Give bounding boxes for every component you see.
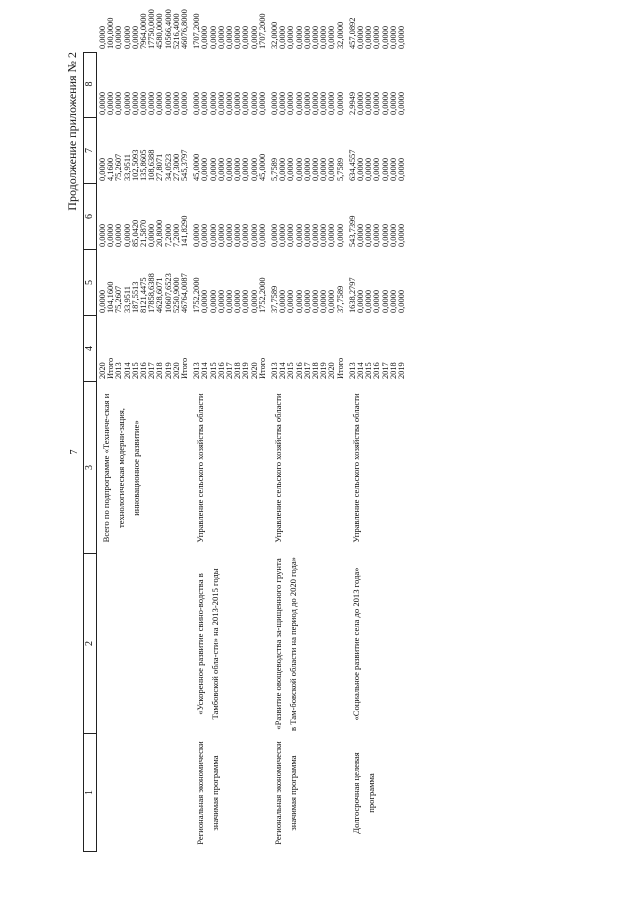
caption: Продолжение приложения № 2: [65, 52, 79, 211]
table-cell: 0,0000: [294, 25, 304, 49]
table-cell: 21,5870: [139, 219, 148, 247]
table-cell: 0,0000: [233, 91, 243, 115]
table-cell: 0,0000: [294, 289, 304, 313]
table-cell: 2019: [163, 362, 173, 379]
table-cell: 0,0000: [98, 91, 107, 115]
table-cell: 187,5513: [130, 281, 140, 313]
table-cell: 0,0000: [286, 91, 296, 115]
program-type: Региональная экономически значимая программа: [195, 741, 221, 845]
table-cell: 0,0000: [200, 25, 210, 49]
page-number: 7: [69, 449, 80, 455]
table-cell: 0,0000: [302, 289, 312, 313]
table-cell: 0,0000: [192, 91, 202, 115]
program-name: «Развитие овощеводства за-щищенного грунта в Там-бовской области на период до 2020 года»: [273, 557, 298, 731]
table-cell: 46764,0087: [180, 273, 189, 313]
table-cell: 0,0000: [241, 25, 251, 49]
table-cell: 0,0000: [233, 157, 243, 181]
table-cell: 0,0000: [364, 91, 374, 115]
table-cell: 0,0000: [208, 91, 218, 115]
table-cell: 0,0000: [396, 91, 406, 115]
column-header: 7: [84, 117, 96, 183]
table-cell: 0,0000: [208, 289, 218, 313]
table-cell: 135,8605: [139, 149, 148, 181]
table-cell: 0,0000: [388, 223, 398, 247]
program-type: Долгосрочная целевая программа: [350, 752, 376, 834]
table-cell: 0,0000: [233, 289, 243, 313]
table-cell: 545,3797: [180, 149, 189, 181]
table-cell: 0,0000: [380, 25, 390, 49]
table-cell: 0,0000: [380, 289, 390, 313]
table-cell: 0,0000: [355, 91, 365, 115]
table-cell: 0,0000: [319, 25, 329, 49]
table-cell: 0,0000: [241, 157, 251, 181]
table-cell: 0,0000: [233, 25, 243, 49]
table-cell: 0,0000: [335, 91, 345, 115]
table-cell: 0,0000: [396, 223, 406, 247]
table-cell: 2020: [98, 362, 107, 379]
table-cell: 0,0000: [200, 289, 210, 313]
table-cell: 0,0000: [294, 223, 304, 247]
table-cell: 0,0000: [311, 157, 320, 181]
table-cell: 5,7589: [270, 157, 279, 181]
table-cell: 5,7589: [335, 157, 345, 181]
table-cell: 0,0000: [208, 223, 218, 247]
table-cell: 0,0000: [163, 91, 173, 115]
table-cell: Итого: [335, 357, 345, 379]
table-cell: 0,0000: [249, 91, 259, 115]
column-header: 6: [84, 183, 96, 249]
table-cell: 2020: [327, 362, 337, 379]
table-cell: 0,0000: [311, 25, 320, 49]
table-cell: 0,0000: [122, 91, 132, 115]
table-cell: 457,0892: [347, 17, 357, 49]
table-cell: 0,0000: [180, 91, 189, 115]
table-cell: Итого: [180, 357, 189, 379]
table-cell: 2020: [171, 362, 181, 379]
table-cell: 2014: [122, 362, 132, 379]
table-cell: 0,0000: [388, 289, 398, 313]
table-cell: 20,8000: [155, 219, 165, 247]
table-cell: 0,0000: [216, 91, 226, 115]
table-cell: 2018: [388, 362, 398, 379]
table-cell: 0,0000: [241, 223, 251, 247]
table-cell: 543,7399: [347, 215, 357, 247]
table-cell: 0,0000: [241, 91, 251, 115]
table-cell: 0,0000: [224, 91, 234, 115]
table-cell: 75,2607: [114, 285, 124, 313]
table-cell: 2018: [233, 362, 243, 379]
table-cell: 0,0000: [171, 91, 181, 115]
table-cell: 0,0000: [224, 223, 234, 247]
table-cell: 0,0000: [270, 91, 279, 115]
table-cell: 0,0000: [319, 157, 329, 181]
table-cell: 0,0000: [327, 25, 337, 49]
table-cell: 0,0000: [208, 157, 218, 181]
table-cell: 0,0000: [355, 223, 365, 247]
table-cell: 2019: [241, 362, 251, 379]
table-cell: 141,8290: [180, 215, 189, 247]
table-cell: 0,0000: [327, 91, 337, 115]
table-cell: 0,0000: [233, 223, 243, 247]
table-cell: 2017: [147, 362, 157, 379]
column-header: 2: [84, 553, 96, 733]
table-cell: 2013: [347, 362, 357, 379]
table-cell: 2016: [294, 362, 304, 379]
table-cell: 102,5093: [130, 149, 140, 181]
table-cell: 7964,0000: [139, 13, 148, 49]
table-cell: 4580,0000: [155, 13, 165, 49]
table-cell: 0,0000: [372, 91, 382, 115]
table-cell: 0,0000: [98, 223, 107, 247]
table-cell: 0,0000: [302, 223, 312, 247]
table-cell: 0,0000: [130, 91, 140, 115]
table-cell: 0,0000: [200, 157, 210, 181]
table-cell: 2015: [286, 362, 296, 379]
table-cell: 0,0000: [216, 157, 226, 181]
executor: Управление сельского хозяйства области: [350, 393, 361, 543]
table-cell: 2016: [139, 362, 148, 379]
table-cell: 0,0000: [286, 289, 296, 313]
table-cell: 0,0000: [294, 91, 304, 115]
table-cell: 2015: [208, 362, 218, 379]
table-cell: 0,0000: [380, 91, 390, 115]
table-cell: 2013: [270, 362, 279, 379]
table-cell: 2017: [380, 362, 390, 379]
table-cell: 37,7589: [270, 285, 279, 313]
table-cell: 2019: [396, 362, 406, 379]
table-cell: 5216,4000: [171, 13, 181, 49]
table-cell: 0,0000: [372, 223, 382, 247]
table-cell: 4628,6071: [155, 277, 165, 313]
table-cell: 33,9511: [122, 154, 132, 181]
table-cell: 0,0000: [249, 289, 259, 313]
table-cell: 0,0000: [257, 223, 267, 247]
table-cell: 0,0000: [147, 91, 157, 115]
table-cell: 0,0000: [130, 25, 140, 49]
table-cell: 108,6388: [147, 149, 157, 181]
table-cell: 0,0000: [155, 91, 165, 115]
table-cell: 0,0000: [278, 91, 288, 115]
table-cell: 0,0000: [364, 223, 374, 247]
table-cell: 0,0000: [327, 223, 337, 247]
table-cell: 33,9511: [122, 286, 132, 313]
table-cell: 2014: [355, 362, 365, 379]
table-cell: 0,0000: [286, 157, 296, 181]
table-cell: 10566,4000: [163, 9, 173, 49]
table-cell: 0,0000: [139, 91, 148, 115]
table-row: [335, 21, 345, 382]
table-cell: 0,0000: [216, 223, 226, 247]
table-cell: 0,0000: [388, 91, 398, 115]
table-cell: 0,0000: [114, 91, 124, 115]
table-cell: 2013: [192, 362, 202, 379]
program-type: Региональная экономически значимая программа: [273, 741, 298, 845]
table-cell: 0,0000: [98, 25, 107, 49]
table-cell: 0,0000: [200, 91, 210, 115]
table-cell: 0,0000: [200, 223, 210, 247]
table-row: [257, 13, 267, 382]
table-cell: 1752,2000: [192, 277, 202, 313]
table-cell: 0,0000: [147, 223, 157, 247]
table-cell: 0,0000: [278, 289, 288, 313]
table-cell: 0,0000: [286, 223, 296, 247]
table-cell: 0,0000: [224, 25, 234, 49]
table-cell: 0,0000: [380, 157, 390, 181]
table-cell: 1707,2000: [192, 13, 202, 49]
table-cell: 0,0000: [355, 289, 365, 313]
table-cell: 0,0000: [396, 25, 406, 49]
table-cell: Итого: [257, 357, 267, 379]
table-cell: 0,0000: [241, 289, 251, 313]
table-cell: 1752,2000: [257, 277, 267, 313]
table-cell: 0,0000: [302, 25, 312, 49]
executor: Управление сельского хозяйства области: [273, 393, 283, 543]
table-cell: 0,0000: [364, 289, 374, 313]
table-cell: 0,0000: [224, 157, 234, 181]
executor: Управление сельского хозяйства области: [195, 393, 206, 543]
table-cell: 0,0000: [294, 157, 304, 181]
table-cell: 7,2000: [171, 223, 181, 247]
table-cell: 0,0000: [355, 157, 365, 181]
table-cell: 0,0000: [98, 157, 107, 181]
table-cell: 0,0000: [372, 289, 382, 313]
table-cell: 0,0000: [98, 289, 107, 313]
table-cell: 0,0000: [311, 223, 320, 247]
table-cell: 0,0000: [114, 223, 124, 247]
table-cell: 75,2607: [114, 153, 124, 181]
table-cell: 45,0000: [192, 153, 202, 181]
rotated-page: [65, 9, 575, 852]
column-header: 8: [84, 81, 95, 87]
table-cell: 27,3000: [171, 153, 181, 181]
table-cell: 0,0000: [216, 289, 226, 313]
table-cell: 2015: [130, 362, 140, 379]
table-cell: 85,0420: [130, 219, 140, 247]
table-cell: 0,0000: [311, 91, 320, 115]
table-cell: 0,0000: [335, 223, 345, 247]
table-cell: 0,0000: [372, 157, 382, 181]
table-cell: 0,0000: [106, 223, 116, 247]
table-cell: 27,8071: [155, 153, 165, 181]
table-cell: 17858,6388: [147, 273, 157, 313]
table-cell: 46076,8000: [180, 9, 189, 49]
table-cell: 37,7589: [335, 285, 345, 313]
table-cell: 104,1600: [106, 281, 116, 313]
table-cell: 0,0000: [355, 25, 365, 49]
table-cell: 0,0000: [364, 157, 374, 181]
column-header: 4: [84, 315, 96, 381]
table-cell: 0,0000: [311, 289, 320, 313]
table-cell: 0,0000: [302, 157, 312, 181]
table-cell: 0,0000: [249, 223, 259, 247]
table-cell: 5250,9000: [171, 277, 181, 313]
column-header: 5: [84, 249, 96, 315]
table-cell: 32,0000: [270, 21, 279, 49]
table-cell: 2013: [114, 362, 124, 379]
column-header: 1: [84, 733, 96, 851]
column-header-row: [83, 52, 97, 852]
table-cell: Итого: [106, 357, 116, 379]
table-cell: 0,0000: [319, 289, 329, 313]
table-cell: 2019: [319, 362, 329, 379]
table-cell: 0,0000: [372, 25, 382, 49]
table-cell: 0,0000: [270, 223, 279, 247]
table-cell: 0,0000: [122, 25, 132, 49]
table-cell: 0,0000: [286, 25, 296, 49]
executor: Всего по подпрограмме «Техниче-ская и технологическая модерни-зация, инновационное развитие»: [101, 393, 141, 543]
table-cell: 0,0000: [249, 25, 259, 49]
table-cell: 0,0000: [257, 91, 267, 115]
table-cell: 2020: [249, 362, 259, 379]
table-cell: 0,0000: [216, 25, 226, 49]
table-cell: 2015: [364, 362, 374, 379]
table-cell: 0,0000: [302, 91, 312, 115]
table-cell: 2018: [155, 362, 165, 379]
table-cell: 1638,2797: [347, 277, 357, 313]
table-cell: 0,0000: [278, 25, 288, 49]
table-cell: 10607,6523: [163, 273, 173, 313]
table-cell: 0,0000: [388, 25, 398, 49]
table-cell: 0,0000: [396, 289, 406, 313]
table-cell: 32,0000: [335, 21, 345, 49]
table-cell: 0,0000: [278, 157, 288, 181]
table-cell: 100,0000: [106, 17, 116, 49]
table-cell: 2016: [372, 362, 382, 379]
table-cell: 0,0000: [364, 25, 374, 49]
table-cell: 2017: [302, 362, 312, 379]
table-cell: 0,0000: [319, 91, 329, 115]
table-cell: 0,0000: [192, 223, 202, 247]
table-cell: 0,0000: [114, 25, 124, 49]
table-cell: 2014: [200, 362, 210, 379]
column-header: 3: [84, 381, 96, 553]
table-cell: 7,2000: [163, 223, 173, 247]
program-name: «Социальное развитие села до 2013 года»: [350, 567, 361, 721]
table-cell: 45,0000: [257, 153, 267, 181]
table-cell: 0,0000: [106, 91, 116, 115]
table-cell: 634,4557: [347, 149, 357, 181]
table-cell: 0,0000: [224, 289, 234, 313]
table-cell: 0,0000: [396, 157, 406, 181]
table-cell: 2018: [311, 362, 320, 379]
table-cell: 1707,2000: [257, 13, 267, 49]
table-cell: 2,9949: [347, 91, 357, 115]
table-cell: 0,0000: [249, 157, 259, 181]
table-cell: 0,0000: [388, 157, 398, 181]
table-row: [180, 9, 189, 382]
table-cell: 4,1600: [106, 157, 116, 181]
table-cell: 0,0000: [327, 289, 337, 313]
table-cell: 0,0000: [208, 25, 218, 49]
table-cell: 2016: [216, 362, 226, 379]
table-cell: 0,0000: [327, 157, 337, 181]
table-cell: 0,0000: [122, 223, 132, 247]
table-cell: 0,0000: [319, 223, 329, 247]
table-cell: 0,0000: [380, 223, 390, 247]
table-row: [396, 25, 406, 382]
table-cell: 2017: [224, 362, 234, 379]
program-name: «Ускоренное развитие свино-водства в Тамбовской обла-сти» на 2013-2015 годы: [195, 568, 221, 720]
table-cell: 2014: [278, 362, 288, 379]
table-cell: 34,0523: [163, 153, 173, 181]
table-cell: 0,0000: [278, 223, 288, 247]
table-cell: 8121,4475: [139, 277, 148, 313]
table-cell: 17750,0000: [147, 9, 157, 49]
